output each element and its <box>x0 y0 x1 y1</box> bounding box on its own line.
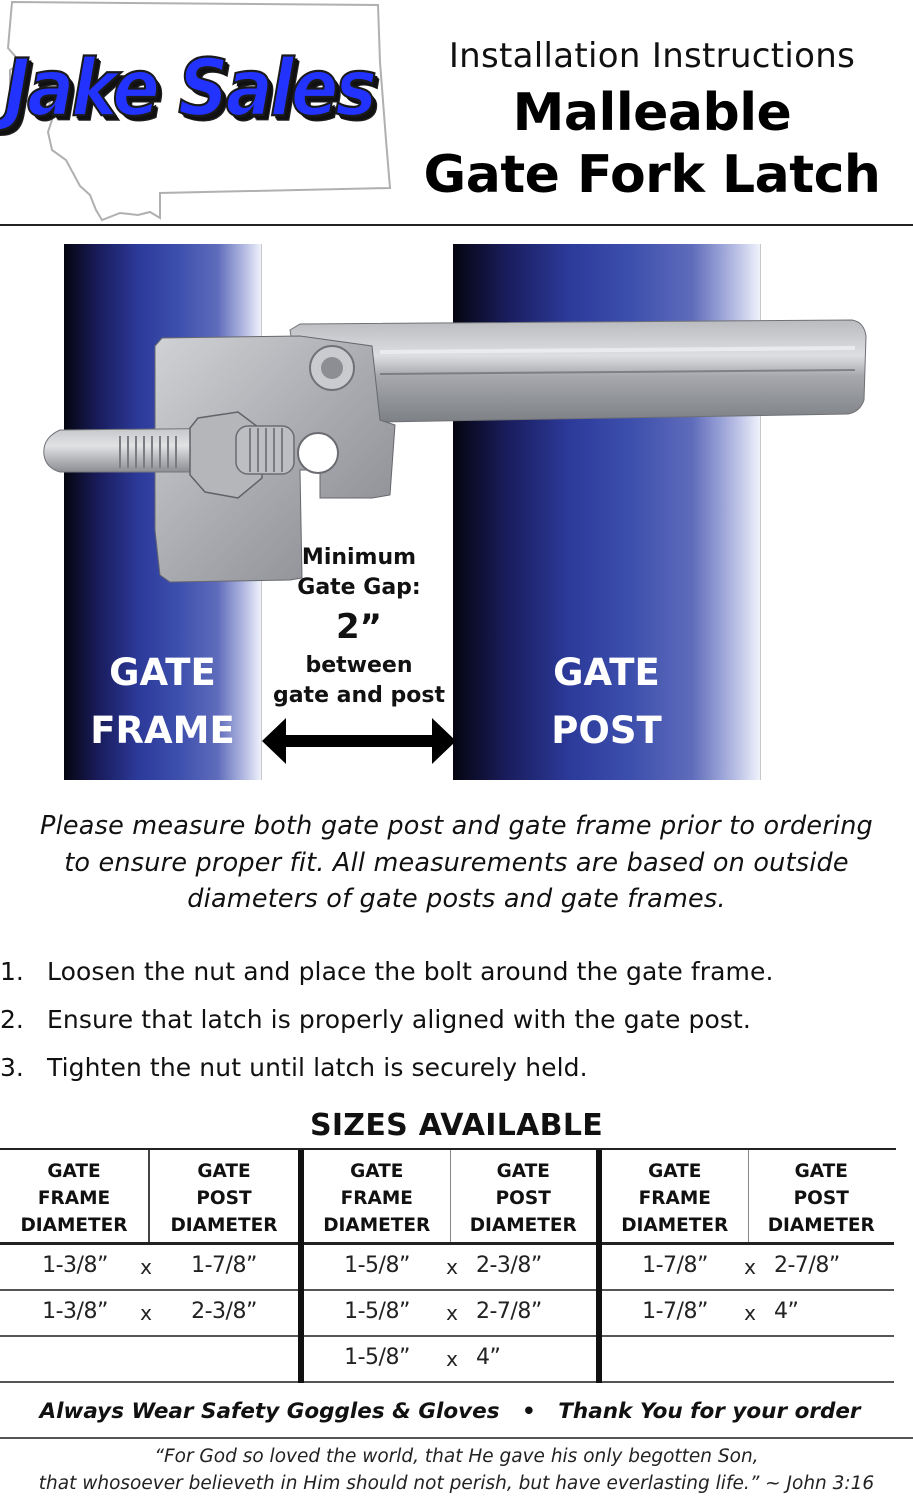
times-separator: x <box>140 1301 152 1325</box>
gate-frame-label-line2: FRAME <box>90 709 235 752</box>
verse-line1: “For God so loved the world, that He gave his only begotten Son, <box>154 1446 759 1467</box>
header-gate-frame-diameter: GATE FRAME DIAMETER <box>323 1161 431 1236</box>
verse-line2: that whosoever believeth in Him should not perish, but have everlasting life.” ~ John 3:16 <box>38 1473 875 1494</box>
installation-diagram <box>0 240 913 785</box>
header-gate-post-diameter: GATE POST DIAMETER <box>148 1150 298 1242</box>
product-title-line1: Malleable <box>512 83 792 143</box>
gate-gap-callout <box>268 543 450 711</box>
table-header-row <box>304 1150 596 1245</box>
frame-diameter: 1-7/8” <box>642 1253 708 1278</box>
brand-logo: Jake Sales <box>4 42 374 134</box>
step-number: 2. <box>0 1005 24 1034</box>
table-row-empty <box>602 1337 894 1383</box>
gap-label-between: between <box>305 653 413 678</box>
sizes-title: SIZES AVAILABLE <box>309 1108 604 1143</box>
table-header-row <box>0 1150 298 1245</box>
table-row <box>304 1291 596 1337</box>
table-row <box>0 1245 298 1291</box>
size-group-2 <box>298 1150 596 1383</box>
post-diameter: 2-7/8” <box>774 1253 840 1278</box>
table-header-row <box>602 1150 894 1245</box>
frame-diameter: 1-5/8” <box>344 1299 410 1324</box>
gap-value: 2” <box>335 607 382 647</box>
note-line1: Please measure both gate post and gate frame prior to ordering <box>40 811 873 841</box>
bullet-separator: • <box>522 1399 536 1424</box>
table-row-empty <box>0 1337 298 1383</box>
fork-latch-illustration <box>0 240 913 785</box>
table-row <box>304 1337 596 1383</box>
note-line3: diameters of gate posts and gate frames. <box>187 884 726 914</box>
gap-label-minimum: Minimum <box>301 545 417 570</box>
table-row <box>602 1291 894 1337</box>
gate-post-label-line1: GATE <box>553 651 660 694</box>
header-gate-post-diameter: GATE POST DIAMETER <box>748 1150 895 1242</box>
gap-label-gate-gap: Gate Gap: <box>297 575 421 600</box>
document-subtitle: Installation Instructions <box>448 36 856 76</box>
frame-diameter: 1-3/8” <box>42 1253 108 1278</box>
product-title-line2: Gate Fork Latch <box>423 145 881 205</box>
gap-label-gate-and-post: gate and post <box>272 683 446 708</box>
safety-notice <box>0 1395 900 1429</box>
frame-diameter: 1-7/8” <box>642 1299 708 1324</box>
post-diameter: 2-3/8” <box>191 1299 257 1324</box>
frame-diameter: 1-3/8” <box>42 1299 108 1324</box>
frame-diameter: 1-5/8” <box>344 1253 410 1278</box>
times-separator: x <box>446 1347 458 1371</box>
times-separator: x <box>744 1301 756 1325</box>
thank-you-text: Thank You for your order <box>558 1399 861 1424</box>
step-item <box>0 1046 913 1094</box>
step-number: 1. <box>0 957 24 986</box>
times-separator: x <box>446 1255 458 1279</box>
times-separator: x <box>744 1255 756 1279</box>
post-diameter: 4” <box>476 1345 501 1370</box>
header-gate-frame-diameter: GATE FRAME DIAMETER <box>20 1161 128 1236</box>
frame-diameter: 1-5/8” <box>344 1345 410 1370</box>
post-diameter: 2-7/8” <box>476 1299 542 1324</box>
size-group-3 <box>596 1150 894 1383</box>
title-block <box>412 30 892 206</box>
header <box>0 0 913 228</box>
sizes-table <box>0 1148 896 1383</box>
times-separator: x <box>140 1255 152 1279</box>
bible-verse <box>0 1443 913 1497</box>
safety-text: Always Wear Safety Goggles & Gloves <box>39 1399 500 1424</box>
post-diameter: 1-7/8” <box>191 1253 257 1278</box>
measurement-note <box>0 808 913 918</box>
footer-divider <box>0 1437 913 1439</box>
size-group-1 <box>0 1150 298 1383</box>
post-diameter: 2-3/8” <box>476 1253 542 1278</box>
times-separator: x <box>446 1301 458 1325</box>
header-divider <box>0 224 913 226</box>
header-gate-frame-diameter: GATE FRAME DIAMETER <box>621 1161 729 1236</box>
table-row <box>602 1245 894 1291</box>
step-text: Ensure that latch is properly aligned with the gate post. <box>47 1005 751 1034</box>
step-number: 3. <box>0 1053 24 1082</box>
gate-frame-label-line1: GATE <box>109 651 216 694</box>
note-line2: to ensure proper fit. All measurements are based on outside <box>64 847 849 878</box>
step-text: Tighten the nut until latch is securely held. <box>47 1053 588 1082</box>
step-item <box>0 998 913 1046</box>
header-gate-post-diameter: GATE POST DIAMETER <box>450 1150 597 1242</box>
double-headed-arrow-icon <box>262 718 456 764</box>
gate-post-label-line2: POST <box>551 709 662 752</box>
table-row <box>0 1291 298 1337</box>
step-text: Loosen the nut and place the bolt around the gate frame. <box>47 957 774 986</box>
installation-steps <box>0 950 913 1094</box>
table-row <box>304 1245 596 1291</box>
post-diameter: 4” <box>774 1299 799 1324</box>
step-item <box>0 950 913 998</box>
